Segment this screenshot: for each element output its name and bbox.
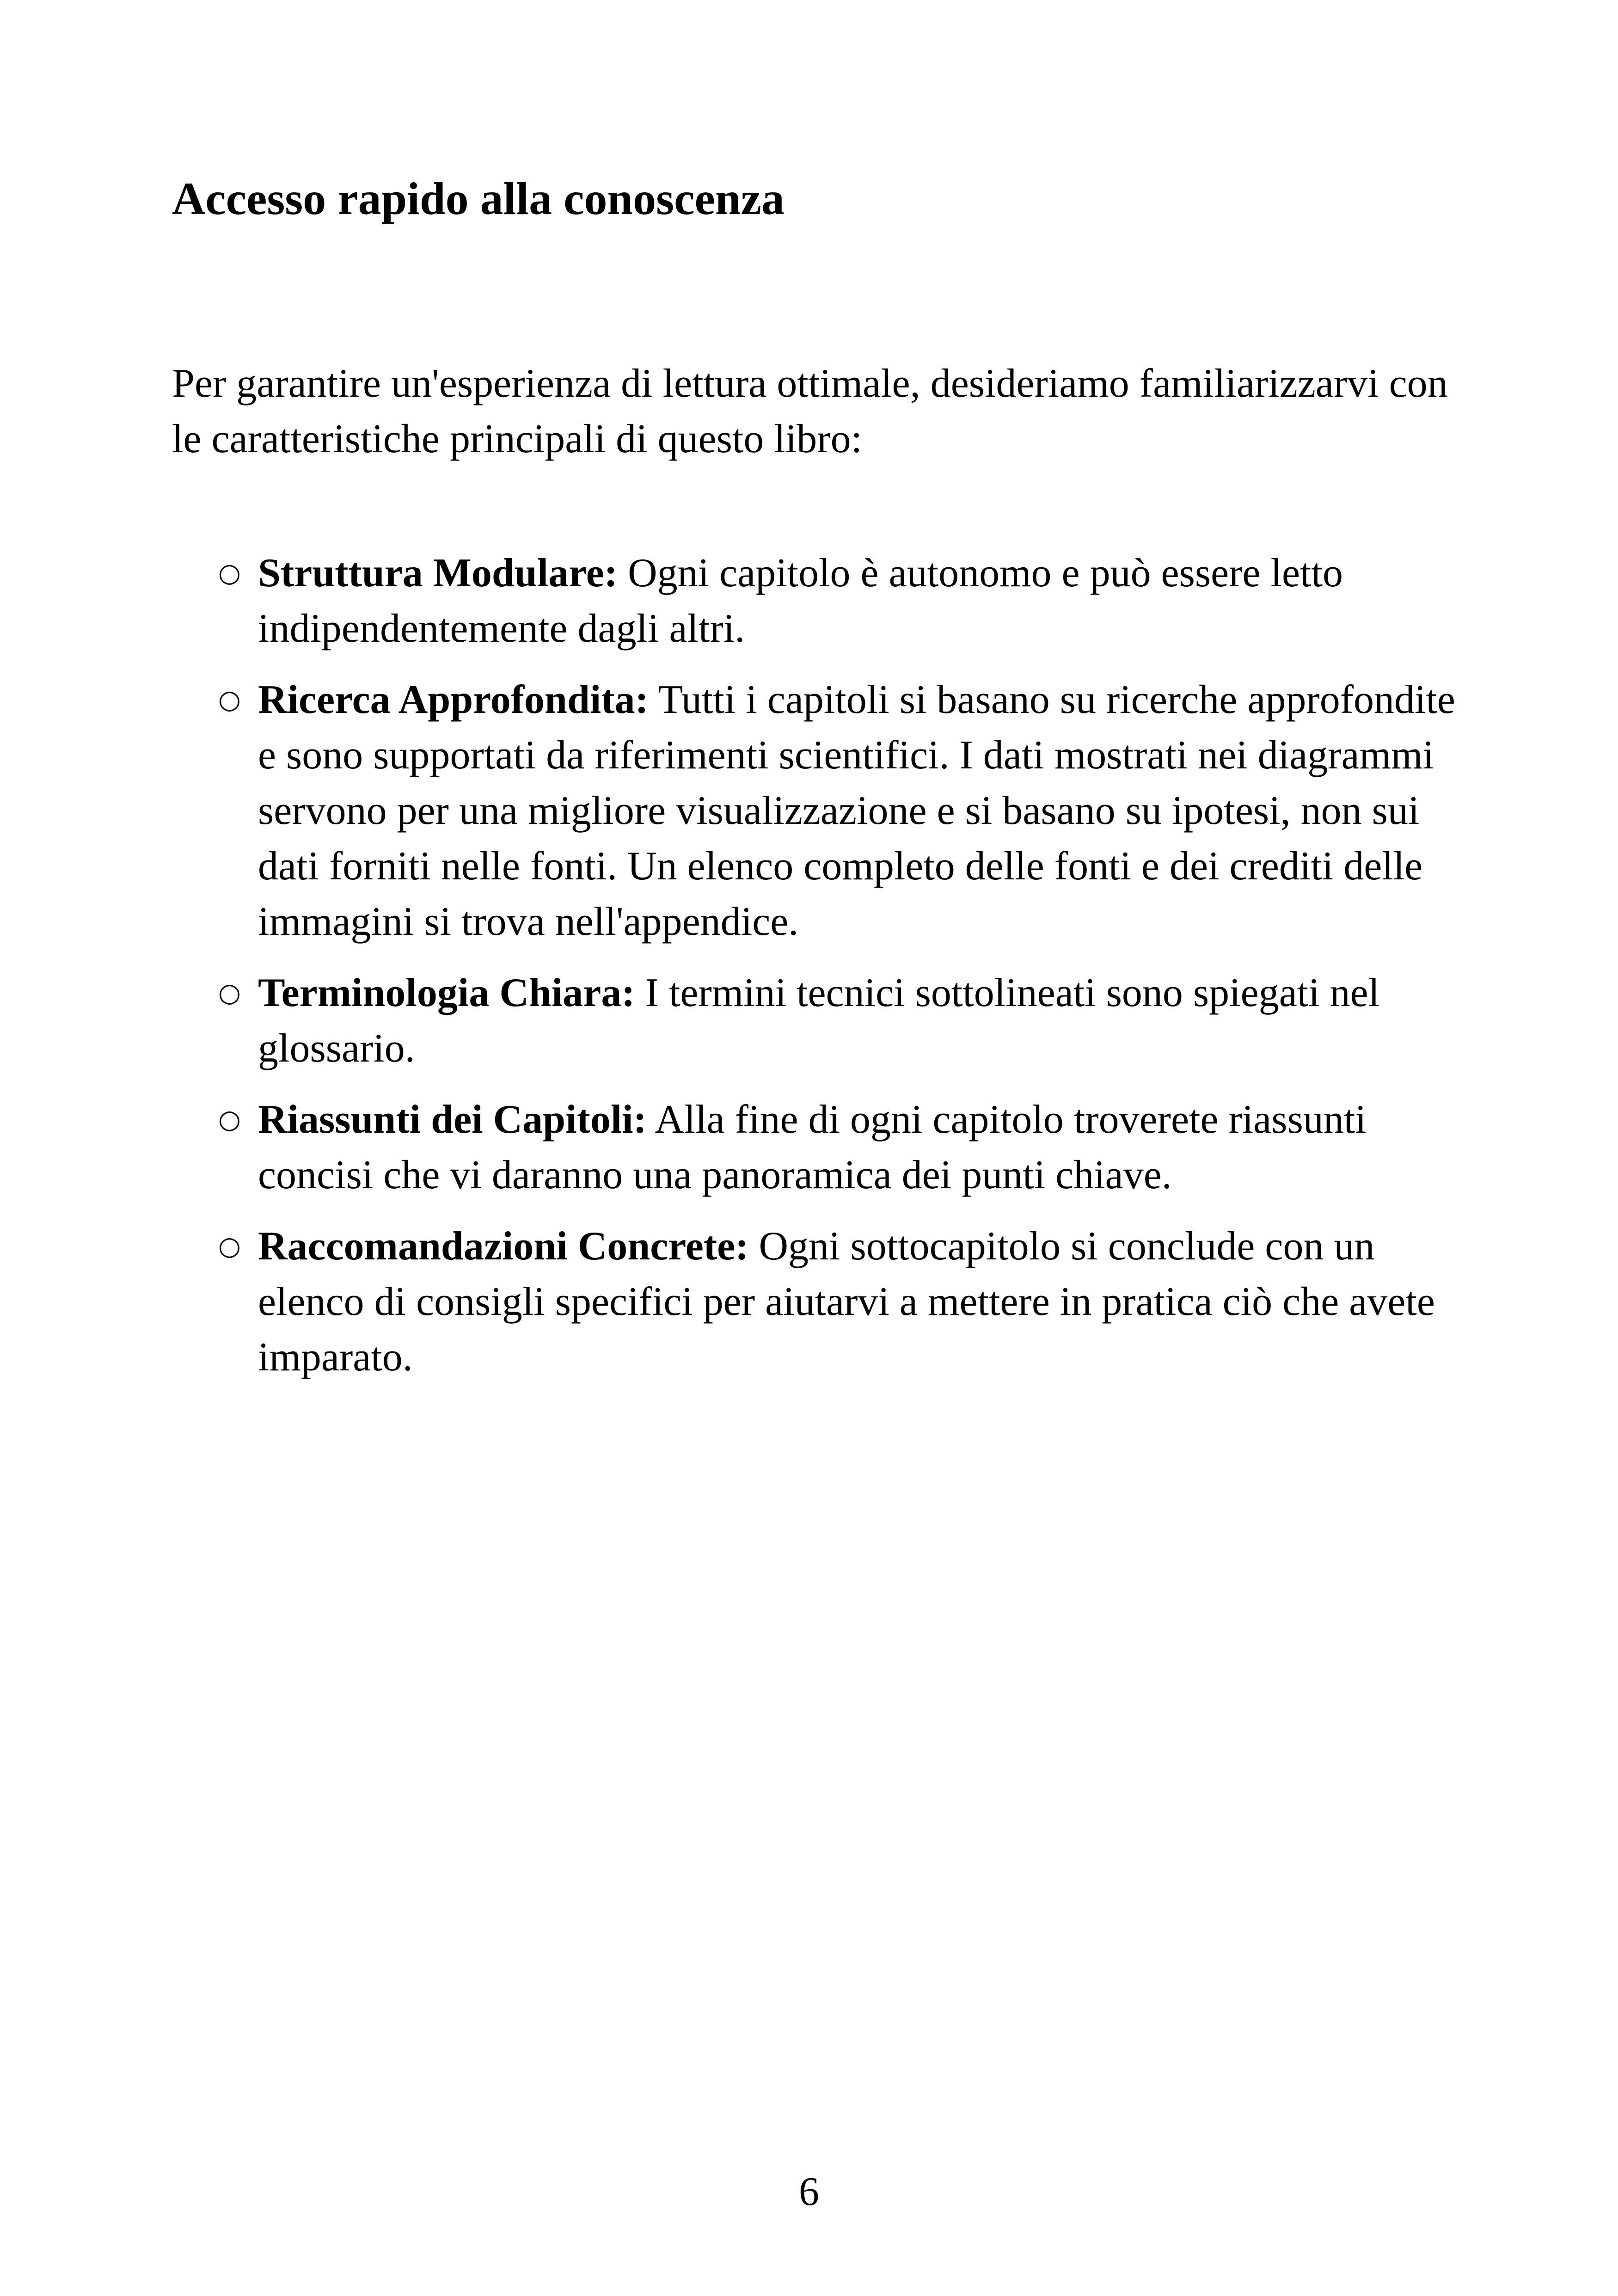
feature-label: Terminologia Chiara: — [258, 970, 635, 1015]
feature-item-concrete-recommendations — [172, 1219, 1457, 1385]
features-list — [172, 546, 1457, 1401]
hollow-circle-bullet-icon: ○ — [218, 1105, 241, 1135]
feature-text: Ogni sottocapitolo si conclude con un elenco di consigli specifici per aiutarvi a mettere in pratica ciò che avete imparato. — [258, 1224, 1435, 1380]
hollow-circle-bullet-icon: ○ — [218, 558, 241, 588]
feature-item-chapter-summaries — [172, 1092, 1457, 1203]
page-title: Accesso rapido alla conoscenza — [172, 173, 784, 224]
feature-item-in-depth-research — [172, 672, 1457, 950]
feature-label: Ricerca Approfondita: — [258, 677, 649, 722]
feature-item-clear-terminology — [172, 965, 1457, 1076]
feature-label: Riassunti dei Capitoli: — [258, 1097, 647, 1142]
feature-label: Struttura Modulare: — [258, 551, 618, 595]
feature-label: Raccomandazioni Concrete: — [258, 1224, 749, 1269]
feature-item-modular-structure — [172, 546, 1457, 657]
feature-text: Tutti i capitoli si basano su ricerche approfondite e sono supportati da riferimenti scientifici. I dati mostrati nei diagrammi servono per una migliore visualizzazione e si basano su ipotesi, non sui dati forniti nelle fonti. Un elenco completo delle fonti e dei crediti delle immagini si trova nell'appendice. — [258, 677, 1455, 944]
hollow-circle-bullet-icon: ○ — [218, 1231, 241, 1261]
feature-text: I termini tecnici sottolineati sono spiegati nel glossario. — [258, 970, 1380, 1071]
page-number: 6 — [799, 2169, 819, 2214]
feature-text: Alla fine di ogni capitolo troverete riassunti concisi che vi daranno una panoramica dei punti chiave. — [258, 1097, 1367, 1197]
hollow-circle-bullet-icon: ○ — [218, 685, 241, 715]
hollow-circle-bullet-icon: ○ — [218, 978, 241, 1008]
feature-text: Ogni capitolo è autonomo e può essere letto indipendentemente dagli altri. — [258, 551, 1343, 651]
intro-paragraph: Per garantire un'esperienza di lettura ottimale, desideriamo familiarizzarvi con le caratteristiche principali di questo libro: — [172, 361, 1448, 461]
